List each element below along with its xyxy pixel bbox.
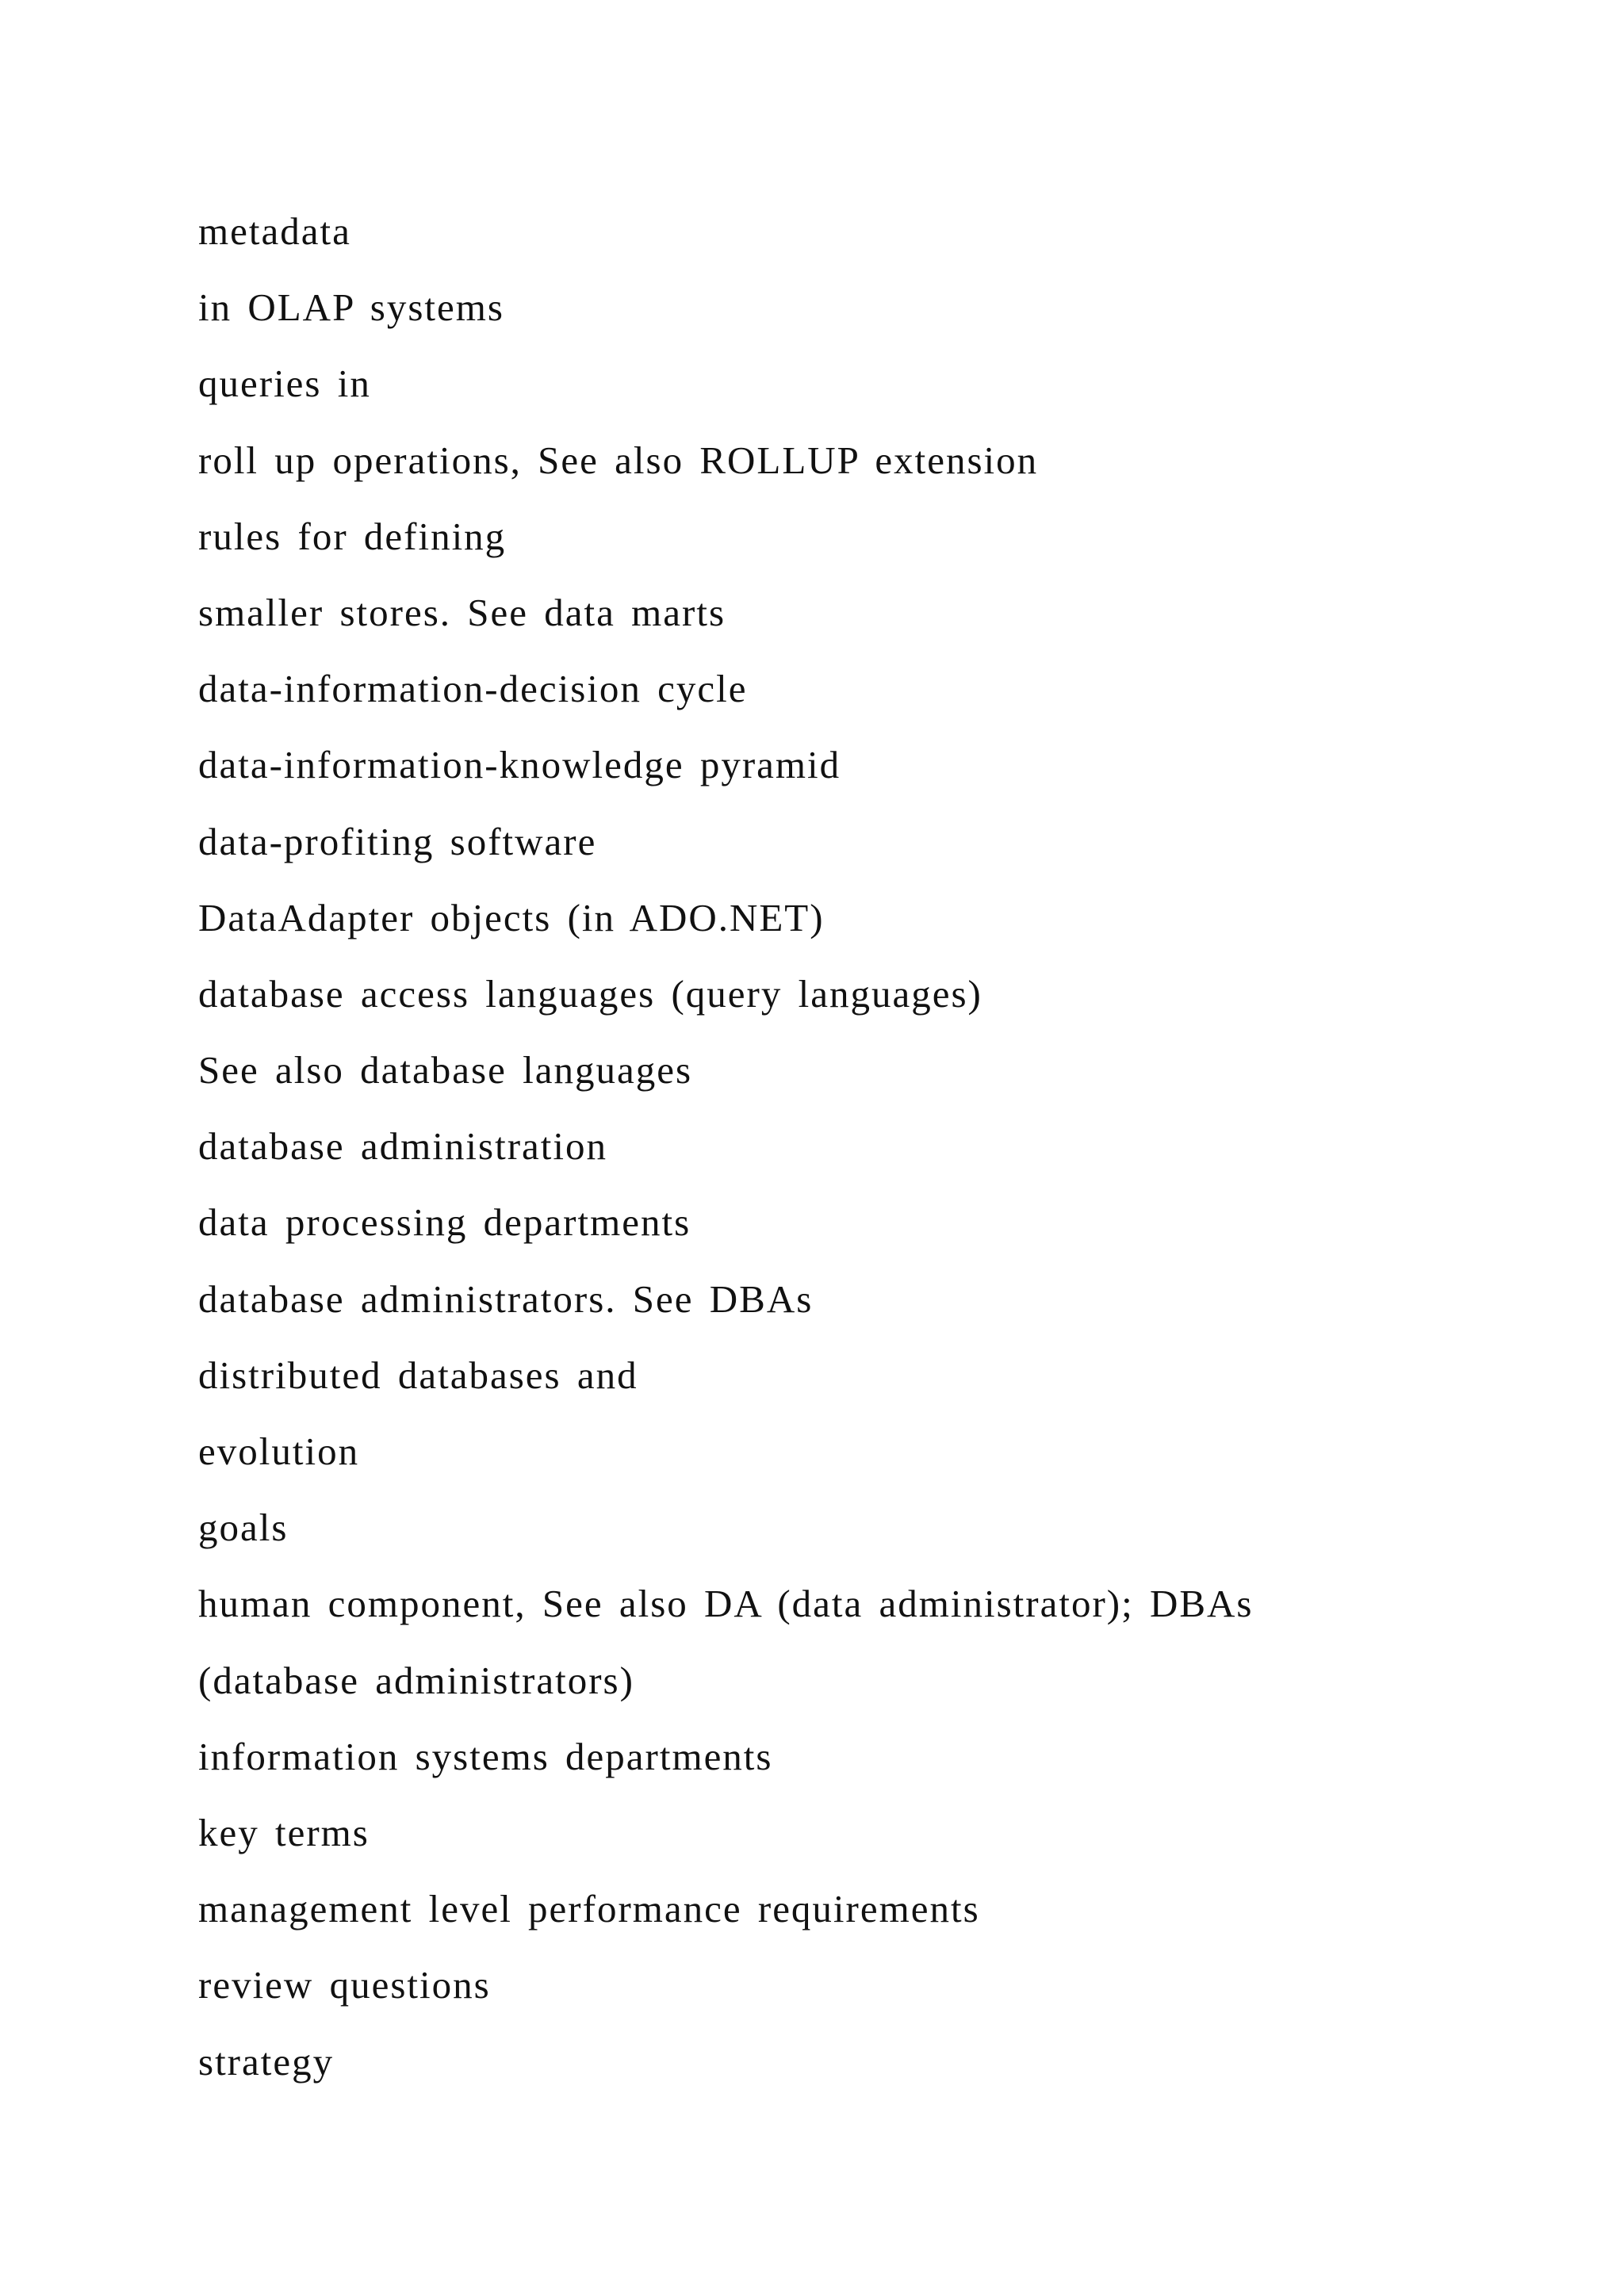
index-entry: DataAdapter objects (in ADO.NET) bbox=[198, 895, 825, 939]
index-entry-list bbox=[198, 193, 1254, 2100]
index-entry: review questions bbox=[198, 1963, 491, 2007]
index-entry: (database administrators) bbox=[198, 1658, 634, 1702]
index-entry: evolution bbox=[198, 1429, 360, 1473]
index-entry: queries in bbox=[198, 362, 371, 406]
index-entry: database access languages (query languages) bbox=[198, 971, 982, 1016]
index-entry: distributed databases and bbox=[198, 1353, 638, 1397]
index-entry: roll up operations, See also ROLLUP extension bbox=[198, 438, 1039, 482]
index-entry: human component, See also DA (data administrator); DBAs bbox=[198, 1582, 1254, 1626]
index-entry: data-information-decision cycle bbox=[198, 667, 748, 711]
index-entry: data-information-knowledge pyramid bbox=[198, 743, 841, 787]
index-entry: smaller stores. See data marts bbox=[198, 590, 726, 634]
index-entry: database administrators. See DBAs bbox=[198, 1276, 814, 1321]
index-entry: in OLAP systems bbox=[198, 285, 504, 330]
index-entry: See also database languages bbox=[198, 1048, 693, 1093]
index-entry: strategy bbox=[198, 2039, 335, 2084]
index-entry: key terms bbox=[198, 1810, 370, 1854]
index-entry: data processing departments bbox=[198, 1200, 691, 1245]
index-entry: rules for defining bbox=[198, 514, 507, 558]
index-entry: database administration bbox=[198, 1124, 607, 1169]
index-entry: management level performance requirements bbox=[198, 1887, 980, 1931]
index-entry: goals bbox=[198, 1506, 289, 1550]
index-entry: data-profiting software bbox=[198, 819, 597, 863]
index-entry: information systems departments bbox=[198, 1734, 773, 1778]
index-entry: metadata bbox=[198, 209, 351, 253]
